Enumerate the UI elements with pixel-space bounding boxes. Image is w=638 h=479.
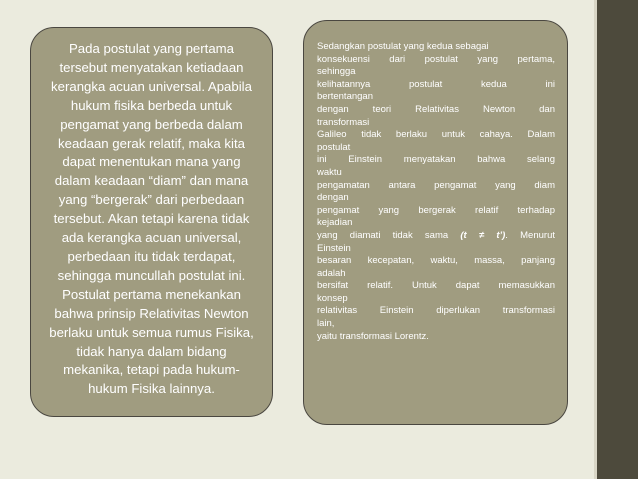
right-text-card — [303, 20, 568, 425]
right-card-text — [317, 41, 555, 343]
right-card-line: waktu — [317, 166, 342, 178]
right-card-line: Sedangkan postulat yang kedua sebagai — [317, 41, 489, 52]
left-card-text: Pada postulat yang pertama tersebut menyatakan ketiadaan kerangka acuan universal. Apabila hukum fisika berbeda untuk pengamat yang berbeda dalam keadaan gerak relatif, maka kita dapat menentukan mana yang dalam keadaan “diam” dan mana yang “bergerak” dari perbedaan tersebut. Akan tetapi karena tidak ada kerangka acuan universal, perbedaan itu tidak terdapat, sehingga muncullah postulat ini. Postulat pertama menekankan bahwa prinsip Relativitas Newton berlaku untuk semua rumus Fisika, tidak hanya dalam bidang mekanika, tetapi pada hukum- hukum Fisika lainnya. — [49, 41, 254, 397]
right-card-line: bertentangan — [317, 91, 373, 103]
left-text-card — [30, 27, 273, 417]
right-card-line: konsep — [317, 292, 348, 304]
right-card-line-end: . Menurut — [505, 229, 555, 241]
right-card-line: besaran kecepatan, waktu, massa, panjang — [317, 255, 555, 267]
side-bar — [597, 0, 638, 479]
right-card-line: relativitas Einstein diperlukan transformasi — [317, 305, 555, 317]
right-card-line: dengan teori Relativitas Newton dan — [317, 103, 555, 115]
right-card-line: lain, — [317, 318, 335, 330]
right-card-line: kejadian — [317, 217, 353, 229]
right-card-line: yaitu transformasi Lorentz. — [317, 330, 429, 342]
right-card-line: pengamatan antara pengamat yang diam — [317, 179, 555, 191]
right-card-line: Galileo tidak berlaku untuk cahaya. Dalam — [317, 129, 555, 141]
inequality-expression: (t ≠ t’) — [460, 229, 506, 241]
right-card-line: ini Einstein menyatakan bahwa selang — [317, 154, 555, 166]
right-card-line: sehingga — [317, 66, 356, 78]
right-card-line: konsekuensi dari postulat yang pertama, — [317, 53, 555, 65]
right-card-line-start: yang diamati tidak sama — [317, 229, 449, 241]
right-card-line: adalah — [317, 267, 346, 279]
right-card-line: bersifat relatif. Untuk dapat memasukkan — [317, 280, 555, 292]
right-card-line: transformasi — [317, 116, 370, 128]
right-card-line: kelihatannya postulat kedua ini — [317, 78, 555, 90]
right-card-line: Einstein — [317, 242, 351, 254]
right-card-line: postulat — [317, 141, 351, 153]
right-card-line-with-inequality — [317, 230, 555, 243]
right-card-line: dengan — [317, 192, 349, 204]
right-card-line: pengamat yang bergerak relatif terhadap — [317, 204, 555, 216]
